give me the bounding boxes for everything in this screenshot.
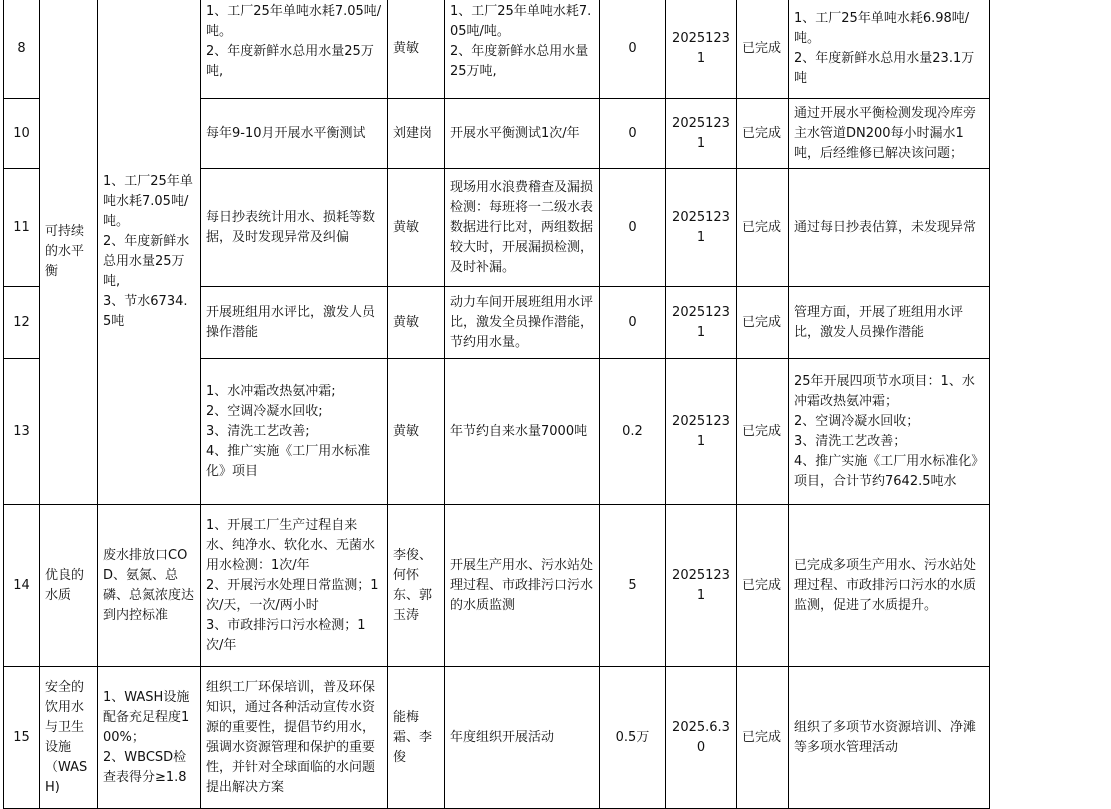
plan-cell: 1、工厂25年单吨水耗7.05吨/吨。 2、年度新鲜水总用水量25万吨, [445,0,600,99]
result-cell: 管理方面，开展了班组用水评比，激发人员操作潜能 [789,287,990,359]
target-cell: 废水排放口COD、氨氮、总磷、总氮浓度达到内控标准 [98,505,201,667]
result-cell: 已完成多项生产用水、污水站处理过程、市政排污口污水的水质监测，促进了水质提升。 [789,505,990,667]
investment-cell: 0 [600,0,666,99]
result-cell: 通过每日抄表估算，未发现异常 [789,169,990,287]
measures-cell: 每年9-10月开展水平衡测试 [201,99,388,169]
status-cell: 已完成 [737,99,789,169]
date-cell: 2025.6.30 [666,667,737,809]
plan-cell: 年度组织开展活动 [445,667,600,809]
row-number: 8 [4,0,40,99]
date-cell: 20251231 [666,0,737,99]
result-cell: 通过开展水平衡检测发现冷库旁主水管道DN200每小时漏水1吨，后经维修已解决该问题； [789,99,990,169]
measures-cell: 组织工厂环保培训，普及环保知识，通过各种活动宣传水资源的重要性，提倡节约用水，强调水资源管理和保护的重要性，并针对全球面临的水问题提出解决方案 [201,667,388,809]
date-cell: 20251231 [666,99,737,169]
target-cell [98,0,201,505]
responsible-cell: 能梅霜、李俊 [388,667,445,809]
table-row [4,667,990,809]
plan-cell: 年节约自来水量7000吨 [445,359,600,505]
responsible-cell: 黄敏 [388,0,445,99]
result-cell: 1、工厂25年单吨水耗6.98吨/吨。 2、年度新鲜水总用水量23.1万吨 [789,0,990,99]
date-cell: 20251231 [666,169,737,287]
status-cell: 已完成 [737,667,789,809]
row-number: 13 [4,359,40,505]
investment-cell: 0.5万 [600,667,666,809]
investment-cell: 0 [600,169,666,287]
plan-cell: 现场用水浪费稽查及漏损检测：每班将一二级水表数据进行比对，两组数据较大时，开展漏损检测，及时补漏。 [445,169,600,287]
date-cell: 20251231 [666,505,737,667]
measures-cell: 1、工厂25年单吨水耗7.05吨/吨。 2、年度新鲜水总用水量25万吨, [201,0,388,99]
result-cell: 组织了多项节水资源培训、净滩等多项水管理活动 [789,667,990,809]
target-cell: 1、WASH设施配备充足程度100%； 2、WBCSD检查表得分≥1.8 [98,667,201,809]
result-cell: 25年开展四项节水项目：1、水冲霜改热氨冲霜； 2、空调冷凝水回收； 3、清洗工艺改善； 4、推广实施《工厂用水标准化》项目，合计节约7642.5吨水 [789,359,990,505]
table-row [4,0,990,99]
responsible-cell: 黄敏 [388,169,445,287]
measures-cell: 1、开展工厂生产过程自来水、纯净水、软化水、无菌水用水检测：1次/年 2、开展污水处理日常监测；1次/天，一次/两小时 3、市政排污口污水检测；1次/年 [201,505,388,667]
category-cell: 安全的饮用水与卫生设施（WASH) [40,667,98,809]
category-cell: 优良的水质 [40,505,98,667]
row-number: 14 [4,505,40,667]
investment-cell: 0 [600,287,666,359]
status-cell: 已完成 [737,0,789,99]
status-cell: 已完成 [737,359,789,505]
measures-cell: 开展班组用水评比，激发人员操作潜能 [201,287,388,359]
status-cell: 已完成 [737,287,789,359]
plan-cell: 开展生产用水、污水站处理过程、市政排污口污水的水质监测 [445,505,600,667]
target-text: 1、工厂25年单吨水耗7.05吨/吨。 2、年度新鲜水总用水量25万吨, 3、节水6734.5吨 [103,173,193,329]
category-text: 可持续的水平衡 [45,223,85,279]
status-cell: 已完成 [737,169,789,287]
measures-cell: 1、水冲霜改热氨冲霜; 2、空调冷凝水回收; 3、清洗工艺改善; 4、推广实施《工厂用水标准化》项目 [201,359,388,505]
water-targets-table [3,0,990,809]
category-cell [40,0,98,505]
row-number: 10 [4,99,40,169]
responsible-cell: 刘建岗 [388,99,445,169]
status-cell: 已完成 [737,505,789,667]
responsible-cell: 黄敏 [388,287,445,359]
measures-cell: 每日抄表统计用水、损耗等数据，及时发现异常及纠偏 [201,169,388,287]
investment-cell: 0 [600,99,666,169]
row-number: 11 [4,169,40,287]
responsible-cell: 李俊、何怀东、郭玉涛 [388,505,445,667]
row-number: 15 [4,667,40,809]
date-cell: 20251231 [666,287,737,359]
investment-cell: 5 [600,505,666,667]
investment-cell: 0.2 [600,359,666,505]
plan-cell: 开展水平衡测试1次/年 [445,99,600,169]
date-cell: 20251231 [666,359,737,505]
row-number: 12 [4,287,40,359]
plan-cell: 动力车间开展班组用水评比，激发全员操作潜能，节约用水量。 [445,287,600,359]
table-row [4,505,990,667]
responsible-cell: 黄敏 [388,359,445,505]
